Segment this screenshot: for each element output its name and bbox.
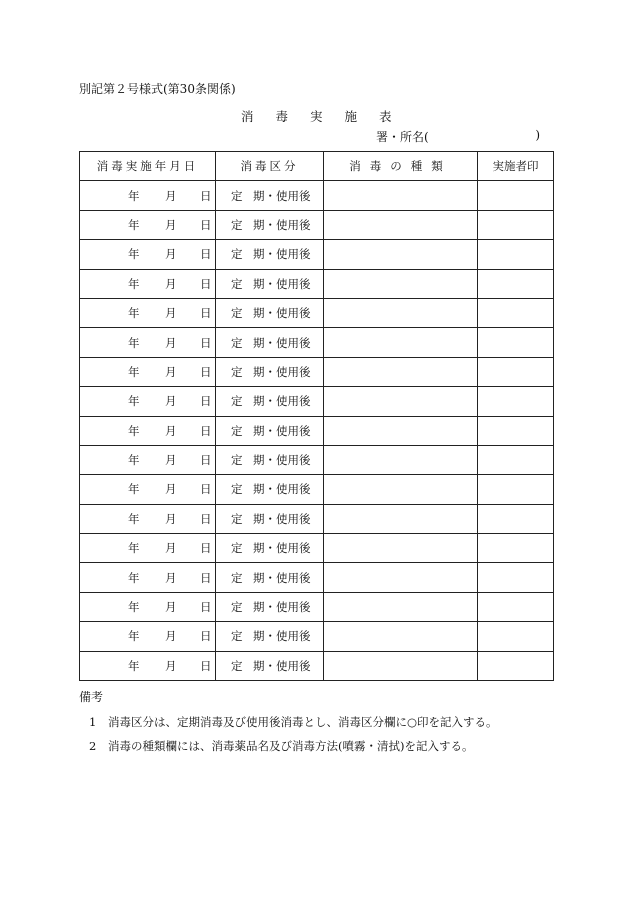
table-row <box>80 651 554 680</box>
division-after-use: 期・使用後 <box>253 511 311 526</box>
day-label: 日 <box>200 364 212 379</box>
table-row <box>80 445 554 474</box>
division-regular: 定 <box>231 423 243 438</box>
month-label: 月 <box>165 394 177 409</box>
type-cell[interactable] <box>324 504 478 533</box>
year-label: 年 <box>128 629 140 644</box>
type-cell[interactable] <box>324 210 478 239</box>
office-name-close: ) <box>535 128 540 142</box>
type-cell[interactable] <box>324 387 478 416</box>
division-after-use: 期・使用後 <box>253 423 311 438</box>
month-label: 月 <box>165 247 177 262</box>
division-cell[interactable] <box>216 445 324 474</box>
header-signature: 実施者印 <box>478 152 554 181</box>
office-name-field <box>376 128 540 145</box>
division-regular: 定 <box>231 364 243 379</box>
division-cell[interactable] <box>216 181 324 210</box>
division-cell[interactable] <box>216 592 324 621</box>
signature-cell[interactable] <box>478 416 554 445</box>
date-cell[interactable] <box>80 240 216 269</box>
year-label: 年 <box>128 276 140 291</box>
signature-cell[interactable] <box>478 651 554 680</box>
type-cell[interactable] <box>324 240 478 269</box>
year-label: 年 <box>128 247 140 262</box>
form-number: 別記第２号様式(第30条関係) <box>79 82 236 96</box>
month-label: 月 <box>165 335 177 350</box>
type-cell[interactable] <box>324 534 478 563</box>
signature-cell[interactable] <box>478 445 554 474</box>
year-label: 年 <box>128 394 140 409</box>
office-name-label: 署・所名( <box>376 130 429 144</box>
month-label: 月 <box>165 482 177 497</box>
day-label: 日 <box>200 423 212 438</box>
table-row <box>80 475 554 504</box>
year-label: 年 <box>128 600 140 615</box>
date-cell[interactable] <box>80 269 216 298</box>
signature-cell[interactable] <box>478 504 554 533</box>
type-cell[interactable] <box>324 622 478 651</box>
year-label: 年 <box>128 453 140 468</box>
table-row <box>80 210 554 239</box>
table-header-row <box>80 152 554 181</box>
date-cell[interactable] <box>80 475 216 504</box>
month-label: 月 <box>165 658 177 673</box>
type-cell[interactable] <box>324 181 478 210</box>
day-label: 日 <box>200 600 212 615</box>
remark-number: 1 <box>89 715 97 729</box>
division-regular: 定 <box>231 188 243 203</box>
division-cell[interactable] <box>216 269 324 298</box>
signature-cell[interactable] <box>478 269 554 298</box>
date-cell[interactable] <box>80 534 216 563</box>
day-label: 日 <box>200 482 212 497</box>
table-row <box>80 504 554 533</box>
year-label: 年 <box>128 306 140 321</box>
division-after-use: 期・使用後 <box>253 658 311 673</box>
type-cell[interactable] <box>324 592 478 621</box>
division-after-use: 期・使用後 <box>253 335 311 350</box>
remark-note <box>89 738 473 754</box>
table-row <box>80 534 554 563</box>
signature-cell[interactable] <box>478 210 554 239</box>
type-cell[interactable] <box>324 269 478 298</box>
division-after-use: 期・使用後 <box>253 364 311 379</box>
division-after-use: 期・使用後 <box>253 306 311 321</box>
division-regular: 定 <box>231 658 243 673</box>
day-label: 日 <box>200 394 212 409</box>
signature-cell[interactable] <box>478 240 554 269</box>
disinfection-log-table <box>79 151 554 681</box>
division-regular: 定 <box>231 541 243 556</box>
table-row <box>80 181 554 210</box>
year-label: 年 <box>128 482 140 497</box>
division-cell[interactable] <box>216 357 324 386</box>
month-label: 月 <box>165 629 177 644</box>
division-after-use: 期・使用後 <box>253 541 311 556</box>
division-after-use: 期・使用後 <box>253 482 311 497</box>
division-cell[interactable] <box>216 416 324 445</box>
division-regular: 定 <box>231 247 243 262</box>
date-cell[interactable] <box>80 563 216 592</box>
signature-cell[interactable] <box>478 298 554 327</box>
day-label: 日 <box>200 629 212 644</box>
division-cell[interactable] <box>216 475 324 504</box>
division-regular: 定 <box>231 306 243 321</box>
division-regular: 定 <box>231 511 243 526</box>
type-cell[interactable] <box>324 563 478 592</box>
division-cell[interactable] <box>216 387 324 416</box>
table-row <box>80 416 554 445</box>
day-label: 日 <box>200 570 212 585</box>
month-label: 月 <box>165 364 177 379</box>
day-label: 日 <box>200 541 212 556</box>
header-division: 消毒区分 <box>216 152 324 181</box>
day-label: 日 <box>200 247 212 262</box>
day-label: 日 <box>200 335 212 350</box>
signature-cell[interactable] <box>478 592 554 621</box>
document-title: 消毒実施表 <box>241 109 414 124</box>
date-cell[interactable] <box>80 592 216 621</box>
table-row <box>80 269 554 298</box>
day-label: 日 <box>200 276 212 291</box>
month-label: 月 <box>165 511 177 526</box>
year-label: 年 <box>128 658 140 673</box>
remark-number: 2 <box>89 739 97 753</box>
table-row <box>80 592 554 621</box>
signature-cell[interactable] <box>478 534 554 563</box>
day-label: 日 <box>200 217 212 232</box>
month-label: 月 <box>165 188 177 203</box>
division-after-use: 期・使用後 <box>253 276 311 291</box>
year-label: 年 <box>128 335 140 350</box>
date-cell[interactable] <box>80 181 216 210</box>
division-regular: 定 <box>231 629 243 644</box>
division-cell[interactable] <box>216 534 324 563</box>
division-regular: 定 <box>231 570 243 585</box>
header-type: 消毒の種類 <box>324 152 478 181</box>
month-label: 月 <box>165 570 177 585</box>
division-after-use: 期・使用後 <box>253 188 311 203</box>
table-row <box>80 387 554 416</box>
signature-cell[interactable] <box>478 328 554 357</box>
day-label: 日 <box>200 658 212 673</box>
table-row <box>80 563 554 592</box>
division-cell[interactable] <box>216 622 324 651</box>
division-cell[interactable] <box>216 298 324 327</box>
day-label: 日 <box>200 453 212 468</box>
remark-text: 消毒の種類欄には、消毒薬品名及び消毒方法(噴霧・清拭)を記入する。 <box>108 739 474 753</box>
date-cell[interactable] <box>80 210 216 239</box>
year-label: 年 <box>128 364 140 379</box>
division-regular: 定 <box>231 394 243 409</box>
signature-cell[interactable] <box>478 357 554 386</box>
division-cell[interactable] <box>216 328 324 357</box>
division-after-use: 期・使用後 <box>253 247 311 262</box>
month-label: 月 <box>165 276 177 291</box>
month-label: 月 <box>165 453 177 468</box>
type-cell[interactable] <box>324 475 478 504</box>
division-cell[interactable] <box>216 563 324 592</box>
division-after-use: 期・使用後 <box>253 394 311 409</box>
table-row <box>80 357 554 386</box>
date-cell[interactable] <box>80 651 216 680</box>
month-label: 月 <box>165 423 177 438</box>
division-after-use: 期・使用後 <box>253 629 311 644</box>
division-regular: 定 <box>231 335 243 350</box>
month-label: 月 <box>165 217 177 232</box>
division-after-use: 期・使用後 <box>253 600 311 615</box>
month-label: 月 <box>165 541 177 556</box>
type-cell[interactable] <box>324 445 478 474</box>
signature-cell[interactable] <box>478 622 554 651</box>
date-cell[interactable] <box>80 328 216 357</box>
division-regular: 定 <box>231 276 243 291</box>
year-label: 年 <box>128 423 140 438</box>
signature-cell[interactable] <box>478 475 554 504</box>
division-after-use: 期・使用後 <box>253 217 311 232</box>
type-cell[interactable] <box>324 328 478 357</box>
signature-cell[interactable] <box>478 563 554 592</box>
signature-cell[interactable] <box>478 181 554 210</box>
date-cell[interactable] <box>80 416 216 445</box>
table-row <box>80 328 554 357</box>
year-label: 年 <box>128 511 140 526</box>
remarks-heading: 備考 <box>79 690 104 704</box>
division-cell[interactable] <box>216 210 324 239</box>
division-regular: 定 <box>231 482 243 497</box>
date-cell[interactable] <box>80 357 216 386</box>
day-label: 日 <box>200 306 212 321</box>
type-cell[interactable] <box>324 357 478 386</box>
remark-note <box>89 714 498 730</box>
date-cell[interactable] <box>80 298 216 327</box>
signature-cell[interactable] <box>478 387 554 416</box>
remark-text: 消毒区分は、定期消毒及び使用後消毒とし、消毒区分欄に○印を記入する。 <box>108 715 498 729</box>
table-row <box>80 622 554 651</box>
type-cell[interactable] <box>324 298 478 327</box>
type-cell[interactable] <box>324 416 478 445</box>
year-label: 年 <box>128 217 140 232</box>
month-label: 月 <box>165 306 177 321</box>
table-row <box>80 298 554 327</box>
division-after-use: 期・使用後 <box>253 453 311 468</box>
division-after-use: 期・使用後 <box>253 570 311 585</box>
table-row <box>80 240 554 269</box>
division-regular: 定 <box>231 217 243 232</box>
month-label: 月 <box>165 600 177 615</box>
day-label: 日 <box>200 511 212 526</box>
date-cell[interactable] <box>80 504 216 533</box>
date-cell[interactable] <box>80 445 216 474</box>
header-date: 消毒実施年月日 <box>80 152 216 181</box>
year-label: 年 <box>128 541 140 556</box>
year-label: 年 <box>128 570 140 585</box>
date-cell[interactable] <box>80 622 216 651</box>
date-cell[interactable] <box>80 387 216 416</box>
division-cell[interactable] <box>216 651 324 680</box>
division-regular: 定 <box>231 453 243 468</box>
table-body <box>80 181 554 681</box>
year-label: 年 <box>128 188 140 203</box>
division-cell[interactable] <box>216 240 324 269</box>
day-label: 日 <box>200 188 212 203</box>
division-regular: 定 <box>231 600 243 615</box>
type-cell[interactable] <box>324 651 478 680</box>
division-cell[interactable] <box>216 504 324 533</box>
